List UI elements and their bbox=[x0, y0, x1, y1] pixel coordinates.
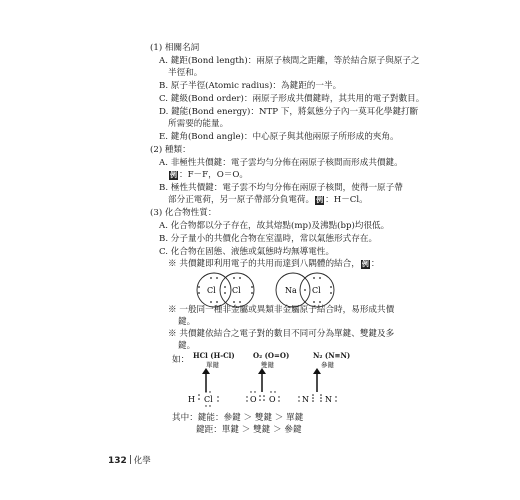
section1-title: (1) 相關名詞 bbox=[150, 43, 200, 53]
note-bond-types-cont: 鍵。 bbox=[178, 341, 196, 351]
item-atomic-radius: B. 原子半徑(Atomic radius)：為鍵距的一半。 bbox=[159, 81, 342, 91]
item-bond-energy-cont: 所需要的能量。 bbox=[168, 119, 229, 129]
section2-title: (2) 種類： bbox=[150, 145, 191, 155]
item-bond-length: A. 鍵距(Bond length)：兩原子核間之距離，等於結合原子與原子之 bbox=[159, 56, 420, 66]
item-bond-angle: E. 鍵角(Bond angle)：中心原子與其他兩原子所形成的夾角。 bbox=[159, 132, 399, 142]
item-bond-length-cont: 半徑和。 bbox=[168, 68, 203, 78]
example-tag: 例 bbox=[170, 171, 177, 179]
example-tag: 例 bbox=[361, 260, 369, 268]
molecule-hcl-label: 單鍵 bbox=[206, 361, 219, 369]
lewis-atom: H bbox=[188, 395, 195, 404]
lewis-atom: Cl bbox=[204, 395, 213, 404]
molecule-hcl-formula: HCl (H-Cl) bbox=[193, 351, 235, 360]
lewis-atom: N bbox=[302, 395, 309, 404]
atom-label: Cl bbox=[232, 286, 241, 295]
note-octet: ※ 共價鍵即利用電子的共用而達到八隅體的結合， 例 ： bbox=[168, 259, 380, 269]
lewis-structures bbox=[180, 368, 360, 412]
item-polar-cont: 部分正電荷，另一原子帶部分負電荷。 例 ：H－Cl。 bbox=[168, 195, 368, 205]
molecule-n2-formula: N₂ (N≡N) bbox=[313, 351, 351, 360]
atom-label: Cl bbox=[312, 286, 321, 295]
subject-label: 化學 bbox=[133, 456, 151, 466]
item-nonpolar: A. 非極性共價鍵：電子雲均勻分佈在兩原子核間而形成共價鍵。 bbox=[159, 158, 403, 168]
lewis-atom: N bbox=[325, 395, 332, 404]
page-number: 132 bbox=[108, 456, 127, 466]
atom-label: Cl bbox=[207, 286, 216, 295]
item-molecular: A. 化合物都以分子存在，故其熔點(mp)及沸點(bp)均很低。 bbox=[159, 221, 390, 231]
molecule-n2-label: 參鍵 bbox=[321, 361, 334, 369]
lewis-atom: O bbox=[269, 395, 276, 404]
note-nonmetal-cont: 鍵。 bbox=[178, 317, 196, 327]
note-nonmetal: ※ 一般同一種非金屬或異類非金屬原子結合時，易形成共價 bbox=[168, 305, 395, 315]
item-bond-order: C. 鍵級(Bond order)：兩原子形成共價鍵時，其共用的電子對數目。 bbox=[159, 94, 425, 104]
lewis-atom: O bbox=[250, 395, 257, 404]
section3-title: (3) 化合物性質： bbox=[150, 208, 217, 218]
item-bond-energy: D. 鍵能(Bond energy)：NTP 下，將氣態分子內一莫耳化學鍵打斷 bbox=[159, 107, 419, 117]
molecule-o2-label: 雙鍵 bbox=[261, 361, 274, 369]
item-nonpolar-example: 例 ：F－F，O＝O。 bbox=[170, 170, 248, 180]
item-gas: B. 分子量小的共價化合物在室溫時，常以氣態形式存在。 bbox=[159, 234, 378, 244]
compare-bond-length: 鍵距：單鍵 ＞ 雙鍵 ＞ 參鍵 bbox=[196, 425, 302, 435]
molecule-o2-formula: O₂ (O=O) bbox=[253, 351, 290, 360]
footer-divider bbox=[130, 455, 131, 464]
item-conductivity: C. 化合物在固態、液態或氣態時均無導電性。 bbox=[159, 247, 335, 257]
compare-bond-energy: 其中：鍵能：參鍵 ＞ 雙鍵 ＞ 單鍵 bbox=[172, 413, 304, 423]
note-bond-types: ※ 共價鍵依結合之電子對的數目不同可分為單鍵、雙鍵及多 bbox=[168, 329, 395, 339]
page-footer bbox=[108, 455, 151, 467]
atom-label: Na bbox=[285, 286, 297, 295]
item-polar: B. 極性共價鍵：電子雲不均勻分佈在兩原子核間，使得一原子帶 bbox=[159, 183, 403, 193]
example-prefix: 如： bbox=[172, 355, 190, 365]
example-tag: 例 bbox=[316, 196, 324, 204]
